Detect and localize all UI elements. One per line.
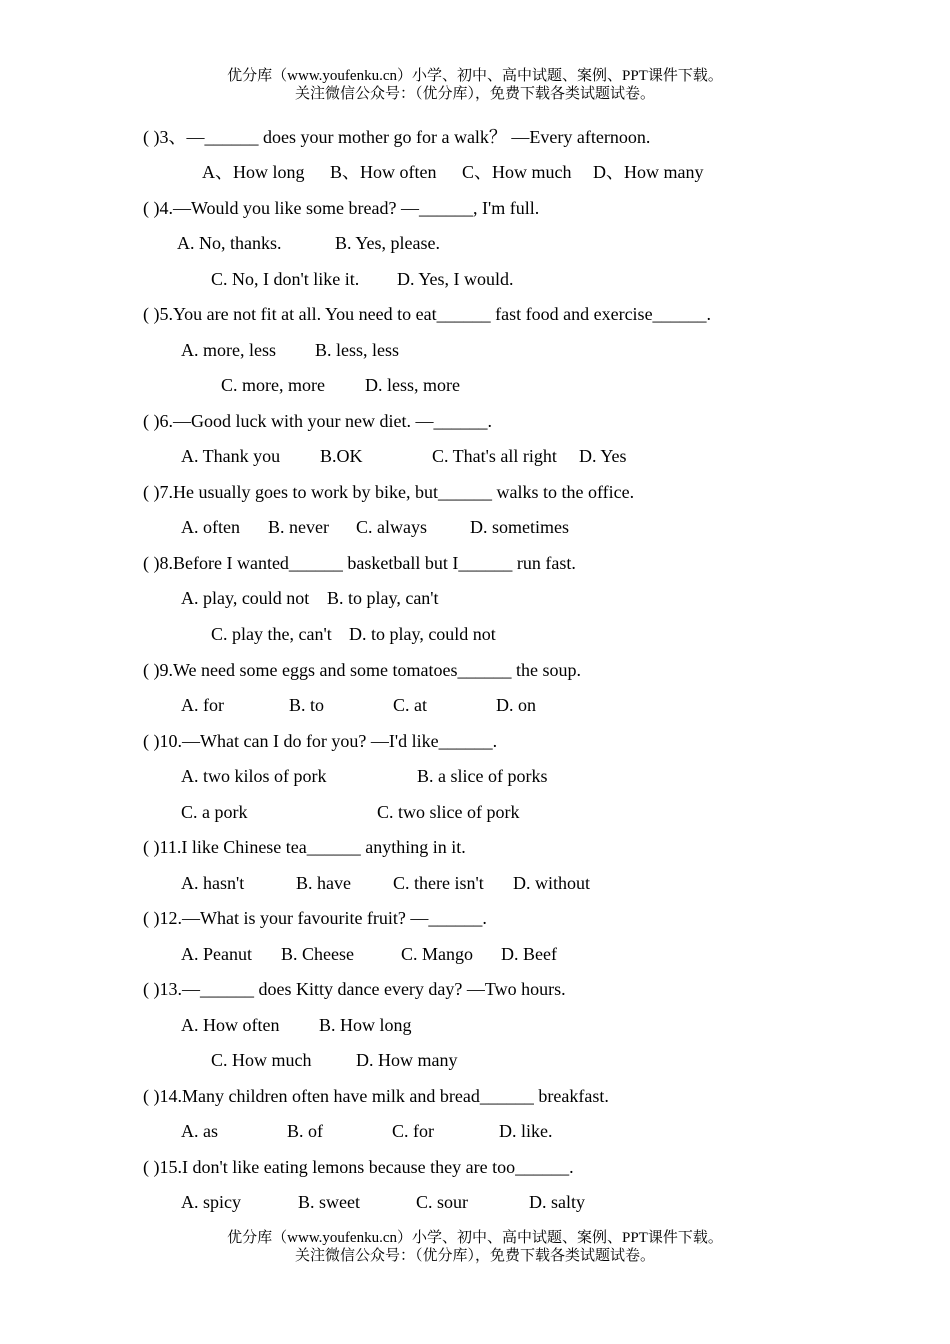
- page-header-line-1: 优分库（www.youfenku.cn）小学、初中、高中试题、案例、PPT课件下载。: [227, 68, 723, 84]
- option-c: C. sour: [416, 1192, 469, 1212]
- option-c: C. How much: [211, 1050, 312, 1070]
- option-d: C. two slice of pork: [377, 802, 520, 822]
- page-header-line-2: 关注微信公众号：（优分库），免费下载各类试题试卷。: [294, 86, 655, 102]
- option-b: B. of: [287, 1121, 323, 1141]
- question-10-stem: ( )10.—What can I do for you? —I'd like______.: [143, 731, 498, 751]
- question-12-stem: ( )12.—What is your favourite fruit? —______.: [143, 908, 487, 928]
- question-10-options-row-2: [181, 801, 519, 823]
- option-c: C. there isn't: [393, 873, 484, 893]
- option-b: B. less, less: [315, 340, 400, 360]
- question-9-options: [181, 694, 536, 716]
- option-c: C. That's all right: [432, 446, 557, 466]
- option-d: D、How many: [593, 162, 704, 182]
- option-b: B. Cheese: [281, 944, 354, 964]
- question-5-stem: ( )5.You are not fit at all. You need to eat______ fast food and exercise______.: [143, 304, 712, 324]
- question-12-options: [181, 943, 557, 965]
- option-c: C. for: [392, 1121, 434, 1141]
- option-b: B. never: [268, 517, 329, 537]
- question-13-stem: ( )13.—______ does Kitty dance every day? —Two hours.: [143, 979, 566, 999]
- option-c: C、How much: [462, 162, 572, 182]
- option-d: D. on: [496, 695, 536, 715]
- option-b: B. sweet: [298, 1192, 360, 1212]
- option-b: B. Yes, please.: [335, 233, 441, 253]
- option-d: D. to play, could not: [349, 624, 496, 644]
- option-d: D. Beef: [501, 944, 557, 964]
- option-d: D. Yes: [579, 446, 627, 466]
- option-a: A. play, could not: [181, 588, 310, 608]
- question-5-options-row-2: [221, 374, 460, 396]
- option-b: B. a slice of porks: [417, 766, 548, 786]
- page-footer-line-2: 关注微信公众号：（优分库），免费下载各类试题试卷。: [294, 1248, 655, 1264]
- option-c: C. a pork: [181, 802, 248, 822]
- option-d: D. salty: [529, 1192, 585, 1212]
- page-footer-line-1: 优分库（www.youfenku.cn）小学、初中、高中试题、案例、PPT课件下载。: [227, 1230, 723, 1246]
- option-a: A. hasn't: [181, 873, 245, 893]
- question-11-stem: ( )11.I like Chinese tea______ anything in it.: [143, 837, 466, 857]
- option-a: A. more, less: [181, 340, 276, 360]
- option-b: B. How long: [319, 1015, 412, 1035]
- option-a: A. often: [181, 517, 240, 537]
- question-15-options: [181, 1191, 585, 1213]
- option-c: C. more, more: [221, 375, 325, 395]
- question-7-options: [181, 516, 569, 538]
- question-9-stem: ( )9.We need some eggs and some tomatoes______ the soup.: [143, 660, 581, 680]
- question-10-options-row-1: [181, 765, 547, 787]
- question-13-options-row-1: [181, 1014, 412, 1036]
- option-d: D. like.: [499, 1121, 553, 1141]
- question-14-options: [181, 1120, 553, 1142]
- option-a: A. No, thanks.: [177, 233, 282, 253]
- question-11-options: [181, 872, 590, 894]
- question-8-options-row-1: [181, 587, 439, 609]
- option-a: A. Thank you: [181, 446, 281, 466]
- option-d: D. How many: [356, 1050, 458, 1070]
- option-d: D. Yes, I would.: [397, 269, 514, 289]
- option-a: A. Peanut: [181, 944, 252, 964]
- option-a: A. How often: [181, 1015, 280, 1035]
- question-13-options-row-2: [211, 1049, 458, 1071]
- question-6-stem: ( )6.—Good luck with your new diet. —______.: [143, 411, 492, 431]
- question-8-stem: ( )8.Before I wanted______ basketball but I______ run fast.: [143, 553, 576, 573]
- question-3-options: [202, 161, 704, 183]
- option-a: A. two kilos of pork: [181, 766, 327, 786]
- question-6-options: [181, 445, 627, 467]
- option-c: C. Mango: [401, 944, 473, 964]
- option-c: C. play the, can't: [211, 624, 332, 644]
- question-15-stem: ( )15.I don't like eating lemons because they are too______.: [143, 1157, 574, 1177]
- question-5-options-row-1: [181, 339, 399, 361]
- option-a: A. spicy: [181, 1192, 241, 1212]
- option-a: A. as: [181, 1121, 218, 1141]
- option-b: B. have: [296, 873, 351, 893]
- option-b: B. to: [289, 695, 325, 715]
- option-c: C. at: [393, 695, 427, 715]
- option-a: A、How long: [202, 162, 305, 182]
- option-b: B、How often: [330, 162, 437, 182]
- option-a: A. for: [181, 695, 224, 715]
- option-b: B. to play, can't: [327, 588, 439, 608]
- question-4-options-row-2: [211, 268, 514, 290]
- question-14-stem: ( )14.Many children often have milk and bread______ breakfast.: [143, 1086, 609, 1106]
- question-3-stem: ( )3、—______ does your mother go for a walk？ —Every afternoon.: [143, 127, 651, 147]
- question-7-stem: ( )7.He usually goes to work by bike, but______ walks to the office.: [143, 482, 635, 502]
- option-d: D. less, more: [365, 375, 460, 395]
- option-c: C. No, I don't like it.: [211, 269, 360, 289]
- option-b: B.OK: [320, 446, 363, 466]
- question-4-options-row-1: [177, 232, 440, 254]
- question-8-options-row-2: [211, 623, 496, 645]
- option-d: D. without: [513, 873, 591, 893]
- option-d: D. sometimes: [470, 517, 569, 537]
- option-c: C. always: [356, 517, 427, 537]
- question-4-stem: ( )4.—Would you like some bread? —______, I'm full.: [143, 198, 540, 218]
